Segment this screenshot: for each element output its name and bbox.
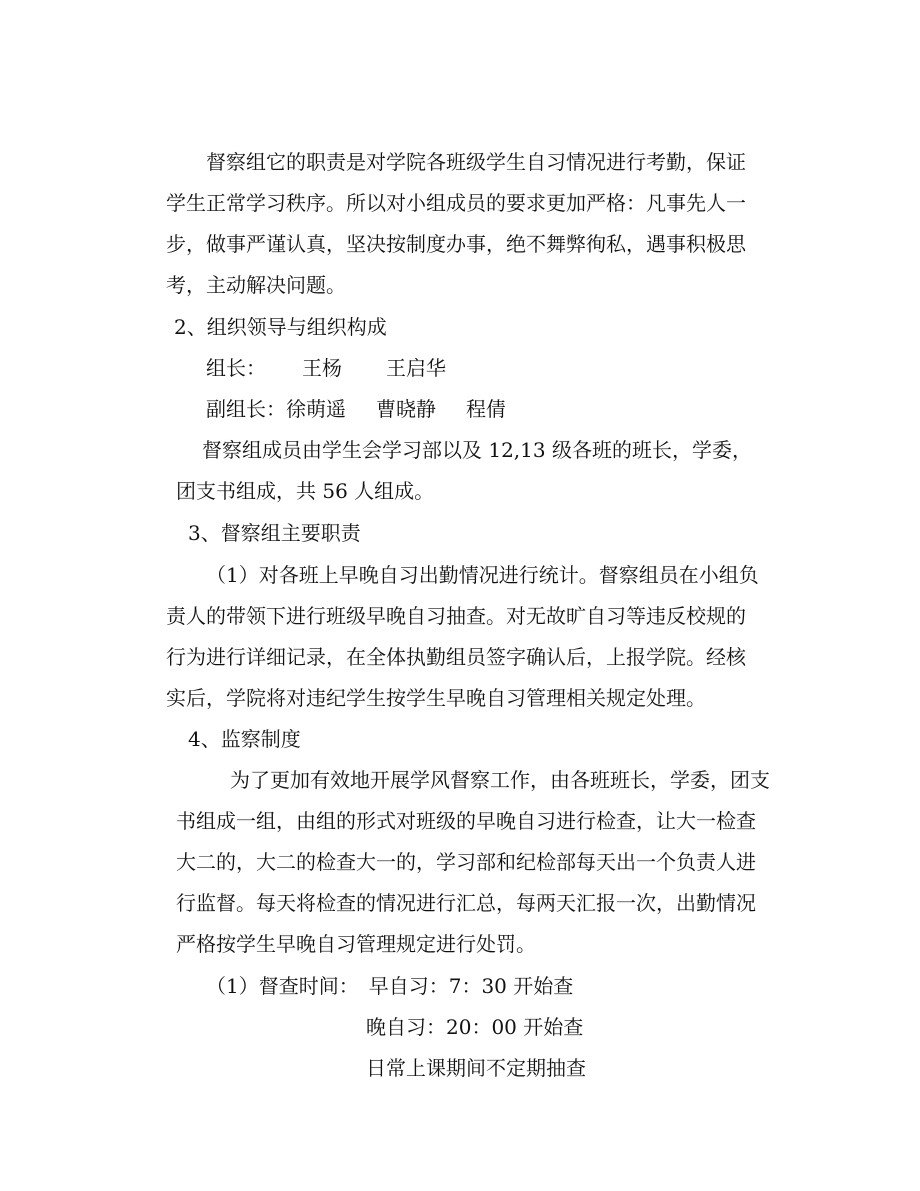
schedule-morning: 早自习：7：30 开始查 (368, 974, 574, 998)
schedule-daily: 日常上课期间不定期抽查 (366, 1056, 586, 1080)
members-line-1: 督察组成员由学生会学习部以及 12,13 级各班的班长，学委， (202, 438, 752, 462)
supervision-line-1: 为了更加有效地开展学风督察工作，由各班班长，学委，团支 (230, 768, 770, 792)
supervision-line-2: 书组成一组，由组的形式对班级的早晚自习进行检查，让大一检查 (176, 809, 756, 833)
supervision-line-5: 严格按学生早晚自习管理规定进行处罚。 (176, 932, 536, 956)
intro-line-2: 学生正常学习秩序。所以对小组成员的要求更加严格：凡事先人一 (166, 191, 746, 215)
leader-name-1: 王杨 (302, 356, 342, 380)
leader-label: 组长： (206, 356, 266, 380)
supervision-line-3: 大二的，大二的检查大一的，学习部和纪检部每天出一个负责人进 (176, 850, 756, 874)
supervision-line-4: 行监督。每天将检查的情况进行汇总，每两天汇报一次，出勤情况 (176, 891, 756, 915)
members-line-2: 团支书组成，共 56 人组成。 (176, 479, 435, 503)
section3-heading: 3、督察组主要职责 (188, 521, 361, 545)
duty-item1-line-2: 责人的带领下进行班级早晚自习抽查。对无故旷自习等违反校规的 (166, 604, 746, 628)
deputy-name-3: 程倩 (466, 397, 506, 421)
intro-line-1: 督察组它的职责是对学院各班级学生自习情况进行考勤，保证 (206, 150, 746, 174)
schedule-label: （1）督查时间： (206, 974, 359, 998)
deputy-name-1: 徐萌遥 (286, 397, 346, 421)
section4-heading: 4、监察制度 (188, 727, 301, 751)
schedule-evening: 晚自习：20：00 开始查 (366, 1015, 584, 1039)
deputy-name-2: 曹晓静 (376, 397, 436, 421)
intro-line-3: 步，做事严谨认真，坚决按制度办事，绝不舞弊徇私，遇事积极思 (166, 232, 746, 256)
leader-name-2: 王启华 (386, 356, 446, 380)
duty-item1-line-1: （1）对各班上早晚自习出勤情况进行统计。督察组员在小组负 (206, 563, 759, 587)
duty-item1-line-4: 实后，学院将对违纪学生按学生早晚自习管理相关规定处理。 (166, 686, 706, 710)
deputy-label: 副组长： (206, 397, 286, 421)
section2-heading: 2、组织领导与组织构成 (174, 315, 387, 339)
leader-row (206, 354, 446, 382)
deputy-row (206, 395, 506, 423)
intro-line-4: 考，主动解决问题。 (166, 273, 346, 297)
schedule-row-1 (206, 972, 573, 1000)
duty-item1-line-3: 行为进行详细记录，在全体执勤组员签字确认后，上报学院。经核 (166, 645, 746, 669)
